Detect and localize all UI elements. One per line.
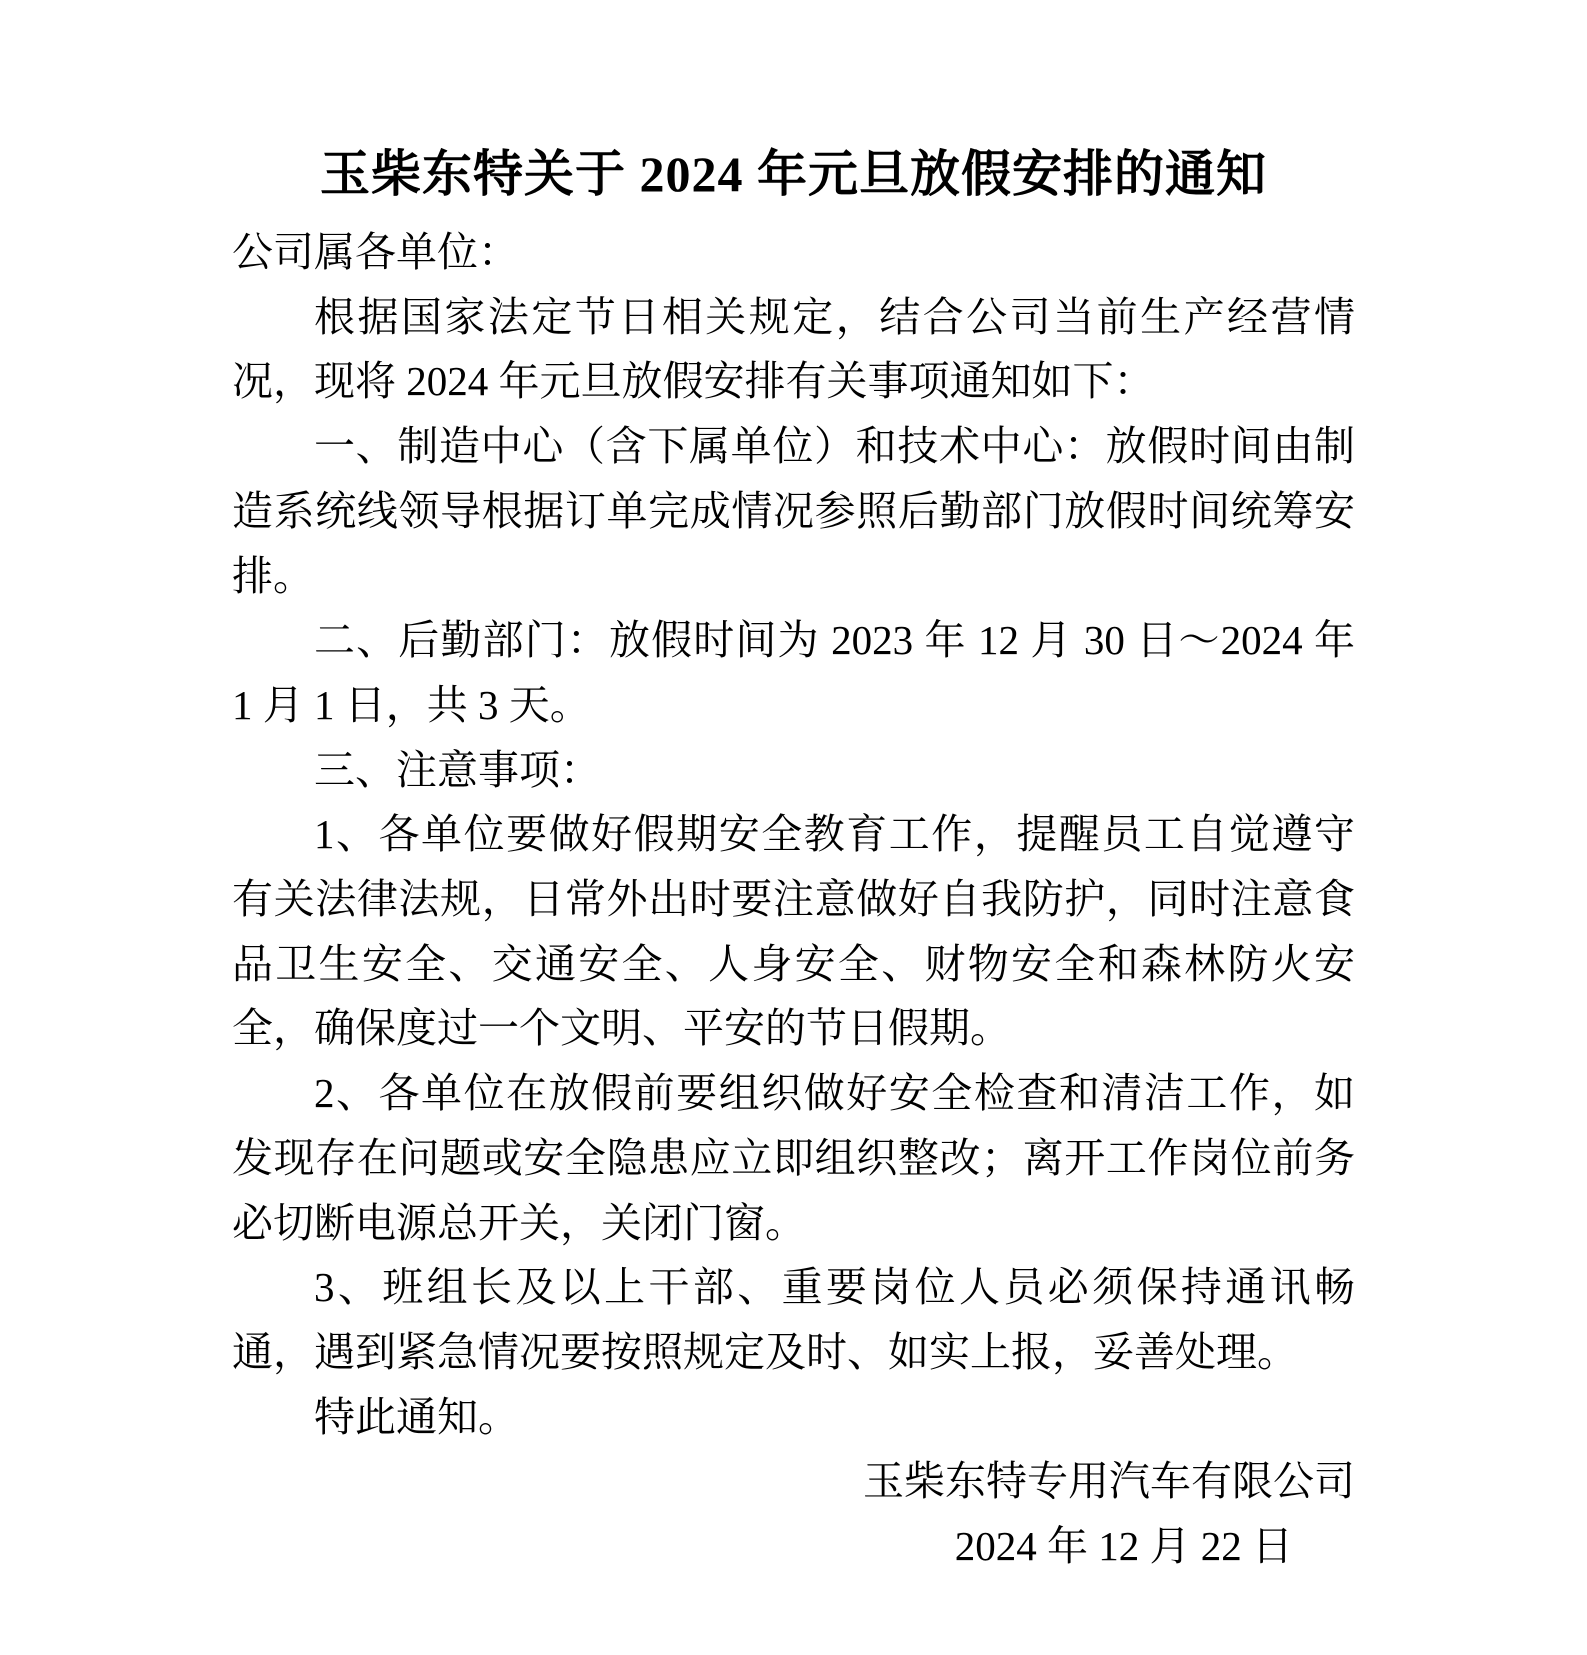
paragraph-closing: 特此通知。	[314, 1393, 519, 1440]
salutation: 公司属各单位：	[232, 229, 519, 275]
notice-document	[232, 140, 1355, 1579]
paragraph-section-1: 一、制造中心（含下属单位）和技术中心：放假时间由制造系统线领导根据订单完成情况参照后勤部门放假时间统筹安排。	[232, 423, 1355, 599]
signature-date: 2024 年 12 月 22 日	[954, 1523, 1293, 1570]
signature-block	[232, 1449, 1355, 1578]
notice-title: 玉柴东特关于 2024 年元旦放假安排的通知	[320, 146, 1267, 202]
paragraph-section-3-heading: 三、注意事项：	[314, 746, 601, 793]
paragraph-section-2: 二、后勤部门：放假时间为 2023 年 12 月 30 日～2024 年 1 月 1 日，共 3 天。	[232, 617, 1355, 728]
paragraph-intro: 根据国家法定节日相关规定，结合公司当前生产经营情况，现将 2024 年元旦放假安排有关事项通知如下：	[232, 293, 1355, 405]
signature-company: 玉柴东特专用汽车有限公司	[863, 1458, 1355, 1505]
paragraph-item-1: 1、各单位要做好假期安全教育工作，提醒员工自觉遵守有关法律法规，日常外出时要注意做好自我防护，同时注意食品卫生安全、交通安全、人身安全、财物安全和森林防火安全，确保度过一个文明、平安的节日假期。	[232, 811, 1355, 1052]
paragraph-item-2: 2、各单位在放假前要组织做好安全检查和清洁工作，如发现存在问题或安全隐患应立即组织整改；离开工作岗位前务必切断电源总开关，关闭门窗。	[232, 1070, 1355, 1246]
paragraph-item-3: 3、班组长及以上干部、重要岗位人员必须保持通讯畅通，遇到紧急情况要按照规定及时、如实上报，妥善处理。	[232, 1264, 1355, 1375]
